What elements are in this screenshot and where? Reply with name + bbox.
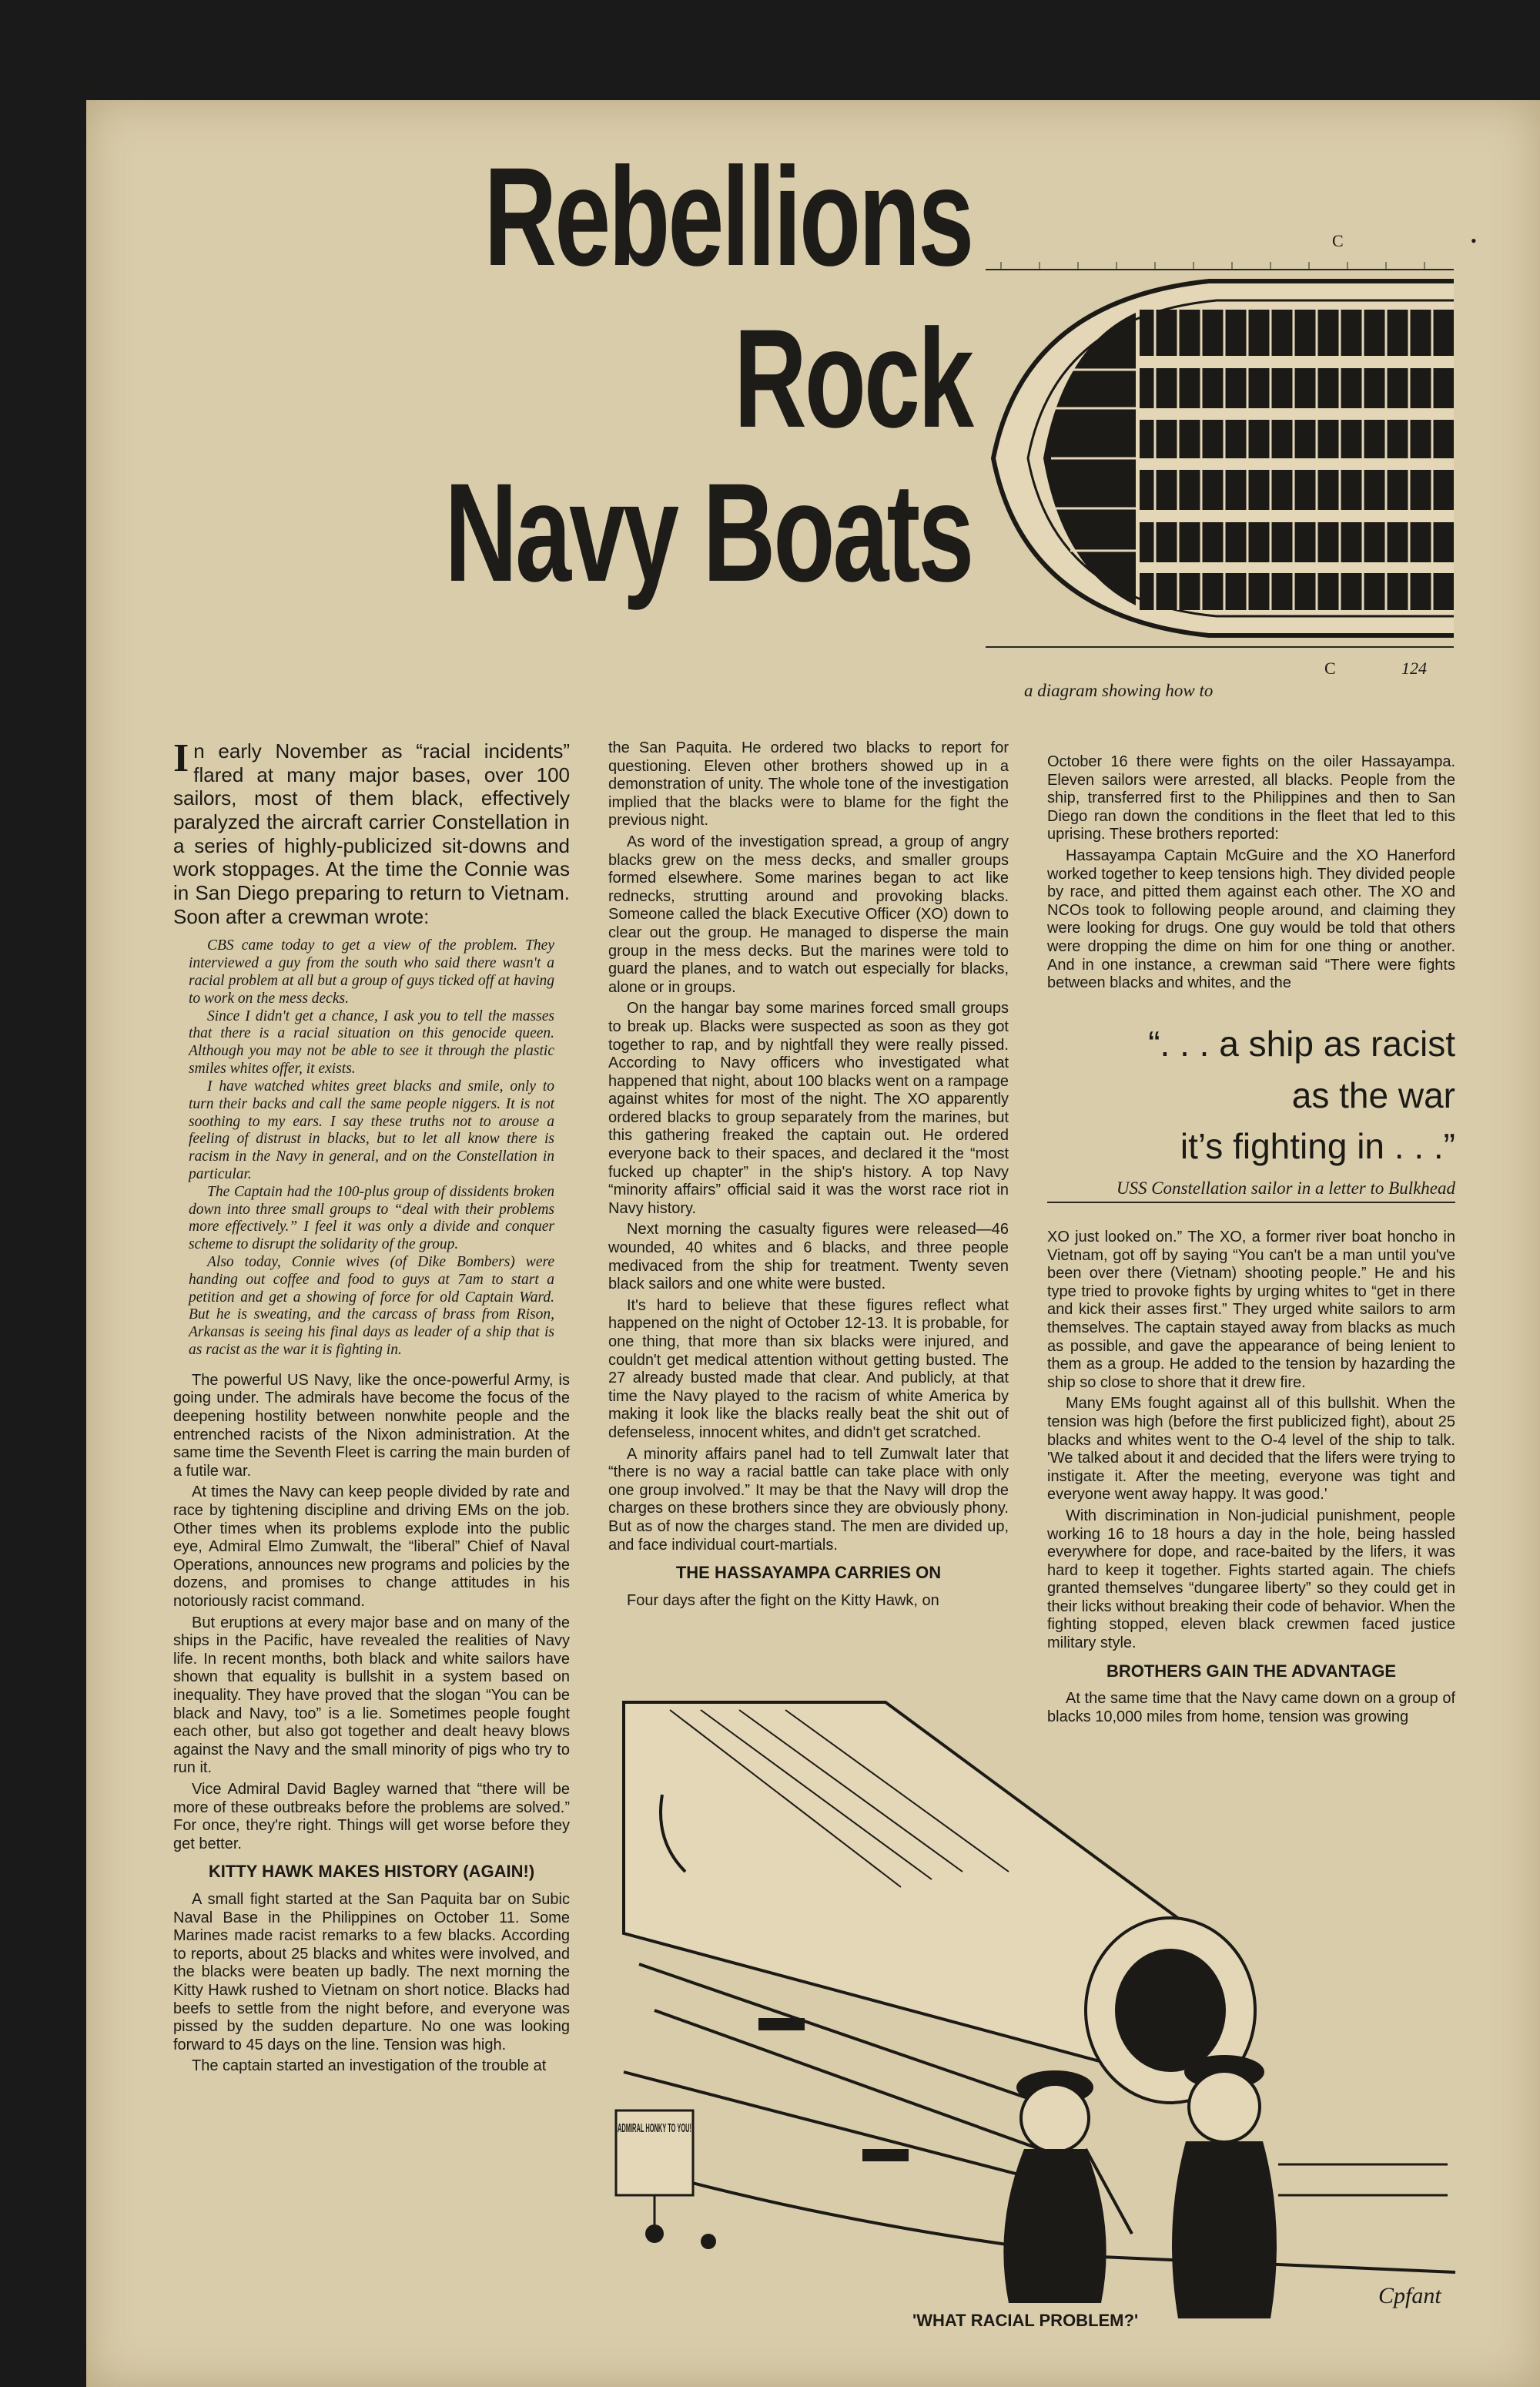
pull-quote-line-3: it’s fighting in . . .” bbox=[1180, 1126, 1455, 1167]
subhead-kitty-hawk: KITTY HAWK MAKES HISTORY (AGAIN!) bbox=[208, 1862, 535, 1882]
editorial-cartoon bbox=[608, 1687, 1455, 2342]
article-column-3-bottom bbox=[1047, 1229, 1455, 1729]
figure-label-bottom-right: 124 bbox=[1401, 659, 1427, 678]
pull-quote-line-1: “. . . a ship as racist bbox=[1148, 1024, 1455, 1064]
article-column-1 bbox=[173, 736, 570, 2079]
cartoon-drawing bbox=[608, 1687, 1455, 2342]
body-paragraph: But eruptions at every major base and on many of the ships in the Pacific, have revealed the realities of Navy life. In recent months, both black and white sailors have shown that equality is bullshit in a system based on inequality. They have proved that the slogan “You can be black and Navy, too” is a lie. Sometimes people fought each other, but also got together and dealt heavy blows against the Navy and the small minority of pigs who try to run it. bbox=[173, 1614, 570, 1777]
figure-caption: a diagram showing how to bbox=[1024, 681, 1214, 700]
cartoonist-signature: Cpfant bbox=[1378, 2283, 1441, 2308]
body-paragraph: Many EMs fought against all of this bullshit. When the tension was high (before the first publicized fight), about 25 blacks and whites went to the O-4 level of the ship to talk. 'We talked about it and decided that the lifers were trying to instigate it. After the meeting, everyone was tight and everyone went away happy. It was good.' bbox=[1047, 1395, 1455, 1504]
figure-label-top-left: C bbox=[1332, 231, 1344, 250]
body-paragraph: As word of the investigation spread, a group of angry blacks grew on the mess decks, and smaller groups formed elsewhere. Some marines began to act like rednecks, strutting around and provoking blacks. Someone called the black Executive Officer (XO) down to clear out the group. He managed to disperse the main group in the mess decks. But the marines were told to guard the planes, and to watch out especially for blacks, alone or in groups. bbox=[608, 833, 1009, 996]
slave-ship-illustration bbox=[886, 116, 1477, 678]
pull-quote bbox=[1047, 1018, 1455, 1203]
subhead-brothers-gain: BROTHERS GAIN THE ADVANTAGE bbox=[1106, 1661, 1397, 1681]
body-paragraph: XO just looked on.” The XO, a former river boat honcho in Vietnam, got off by saying “You can't be a man until you've been over there (Vietnam) shooting people.” He and his type tried to provoke fights by urging whites to “get in there and kick their asses first.” They urged white sailors to arm themselves. The captain stayed away from blacks as much as possible, and gave the appearance of being lenient to them as a group. He added to the tension by hazarding the ship so close to shore that it drew fire. bbox=[1047, 1229, 1455, 1391]
body-paragraph: Hassayampa Captain McGuire and the XO Hanerford worked together to keep tensions high. They divided people by race, and pitted them against each other. The XO and NCOs took to following people around, and claiming they were looking for drugs. One guy would be told that others were dropping the dime on him for one thing or another. And in one instance, a crewman said “There were fights between blacks and whites, and the bbox=[1047, 847, 1455, 992]
article-column-3-top bbox=[1047, 753, 1455, 996]
headline-line-3: Navy Boats bbox=[444, 454, 972, 611]
letter-paragraph: I have watched whites greet blacks and smile, only to turn their backs and call the same people niggers. It is not soothing to my ears. I say these truths not to arouse a feeling of distrust in blacks, but to let all know there is racism in the Navy in general, and on the Constellation in particular. bbox=[189, 1078, 554, 1182]
body-paragraph: The powerful US Navy, like the once-powerful Army, is going under. The admirals have become the focus of the deepening hostility between nonwhite people and the entrenched racists of the Nixon administration. At the same time the Seventh Fleet is carring the main burden of a futile war. bbox=[173, 1371, 570, 1480]
lede-paragraph bbox=[173, 736, 570, 928]
body-paragraph: Vice Admiral David Bagley warned that “there will be more of these outbreaks before the problems are solved.” For once, they're right. Things will get worse before they get better. bbox=[173, 1780, 570, 1852]
body-paragraph: On the hangar bay some marines forced small groups to break up. Blacks were suspected as soon as they got together to rap, and by nightfall they were really pissed. According to Navy officers who investigated what happened that night, about 100 blacks went on a rampage against whites for most of the night. The XO apparently ordered blacks to group separately from the marines, but this gathering freaked the captain out. He ordered everyone back to their spaces, and declared it the “most fucked up chapter” in the ship's history. A top Navy “minority affairs” official said it was the worst race riot in Navy history. bbox=[608, 1000, 1009, 1217]
body-paragraph: At times the Navy can keep people divided by rate and race by tightening discipline and driving EMs on the job. Other times when its problems explode into the public eye, Admiral Elmo Zumwalt, the “liberal” Chief of Naval Operations, announces new programs and policies by the dozens, and promises to change attitudes in his notoriously racist command. bbox=[173, 1483, 570, 1610]
body-paragraph: At the same time that the Navy came down on a group of blacks 10,000 miles from home, tension was growing bbox=[1047, 1690, 1455, 1725]
drop-cap: I bbox=[173, 736, 189, 780]
body-paragraph: It's hard to believe that these figures reflect what happened on the night of October 12-13. It is probable, for one thing, that more than six blacks were injured, and couldn't get medical attention without getting busted. The 27 already busted made that clear. And publicly, at that time the Navy played to the racism of white America by making it look like the blacks really beat the shit out of defenseless, innocent whites, and didn't get scratched. bbox=[608, 1296, 1009, 1441]
headline-line-2: Rock bbox=[734, 300, 972, 457]
body-paragraph: October 16 there were fights on the oiler Hassayampa. Eleven sailors were arrested, all blacks. People from the ship, transferred first to the Philippines and then to San Diego ran down the conditions in the fleet that led to this uprising. These brothers reported: bbox=[1047, 753, 1455, 843]
figure-label-bottom-left: C bbox=[1324, 659, 1336, 678]
pull-quote-attribution: USS Constellation sailor in a letter to Bulkhead bbox=[1047, 1178, 1455, 1203]
body-paragraph: Next morning the casualty figures were released—46 wounded, 40 whites and 6 blacks, and three people medivaced from the ship for treatment. Twenty seven black sailors and one white were busted. bbox=[608, 1221, 1009, 1293]
sailor-letter bbox=[189, 937, 554, 1359]
page-number: 4 bbox=[85, 77, 96, 100]
body-paragraph: the San Paquita. He ordered two blacks to report for questioning. Eleven other brothers showed up in a demonstration of unity. The whole tone of the investigation implied that the blacks were to blame for the fight the previous night. bbox=[608, 739, 1009, 830]
letter-paragraph: Also today, Connie wives (of Dike Bombers) were handing out coffee and food to guys at 7am to start a petition and get a showing of force for old Captain Ward. But he is sweating, and the carcass of brass from Rison, Arkansas is seeing his final days as leader of a ship that is as racist as the war it is fighting in. bbox=[189, 1254, 554, 1359]
letter-paragraph: CBS came today to get a view of the problem. They interviewed a guy from the south who said there wasn't a racial problem at all but a group of guys ticked off at having to work on the mess decks. bbox=[189, 937, 554, 1007]
letter-paragraph: Since I didn't get a chance, I ask you to tell the masses that there is a racial situation on this genocide queen. Although you may not be able to see it through the plastic smiles whites offer, it exists. bbox=[189, 1007, 554, 1078]
body-paragraph: The captain started an investigation of the trouble at bbox=[192, 2057, 547, 2075]
body-paragraph: Four days after the fight on the Kitty Hawk, on bbox=[627, 1591, 939, 1609]
cartoon-caption: 'WHAT RACIAL PROBLEM?' bbox=[912, 2311, 1139, 2330]
article-column-2 bbox=[608, 739, 1009, 1613]
body-paragraph: A minority affairs panel had to tell Zumwalt later that “there is no way a racial battle can take place with only one group involved.” It may be that the Navy will drop the charges on these brothers since they are obviously phony. But as of now the charges stand. The men are divided up, and face individual court-martials. bbox=[608, 1445, 1009, 1554]
lede-text: n early November as “racial incidents” flared at many major bases, over 100 sailors, most of them black, effectively paralyzed the aircraft carrier Constellation in a series of highly-publicized sit-downs and work stoppages. At the time the Connie was in San Diego preparing to return to Vietnam. Soon after a crewman wrote: bbox=[173, 739, 570, 928]
letter-paragraph: The Captain had the 100-plus group of dissidents broken down into three small groups to “deal with their problems more effectively.” I feel it was only a divide and conquer scheme to disrupt the solidarity of the group. bbox=[189, 1183, 554, 1253]
body-paragraph: A small fight started at the San Paquita bar on Subic Naval Base in the Philippines on October 11. Some Marines made racist remarks to a few blacks. According to reports, about 25 blacks and whites were involved, and the blacks were beaten up badly. The next morning the Kitty Hawk rushed to Vietnam on short notice. Blacks had beefs to settle from the night before, and everyone was pissed by the sudden departure. No one was looking forward to 45 days on the line. Tension was high. bbox=[173, 1890, 570, 2053]
headline-line-1: Rebellions bbox=[484, 138, 972, 295]
figure-label-top-right: • bbox=[1471, 231, 1477, 250]
pull-quote-line-2: as the war bbox=[1291, 1074, 1455, 1115]
slave-ship-diagram bbox=[886, 116, 1477, 678]
subhead-hassayampa: THE HASSAYAMPA CARRIES ON bbox=[675, 1563, 942, 1583]
body-paragraph: With discrimination in Non-judicial punishment, people working 16 to 18 hours a day in the hole, being hassled everywhere for dope, and race-baited by the lifers, it was hard to keep it together. Fights started again. The chiefs granted themselves “dungaree liberty” so they could get in their licks without breaking their code of behavior. When the fighting stopped, eleven black crewmen faced justice military style. bbox=[1047, 1507, 1455, 1652]
protest-sign-text: ADMIRAL HONKY TO YOU! bbox=[618, 2122, 691, 2135]
